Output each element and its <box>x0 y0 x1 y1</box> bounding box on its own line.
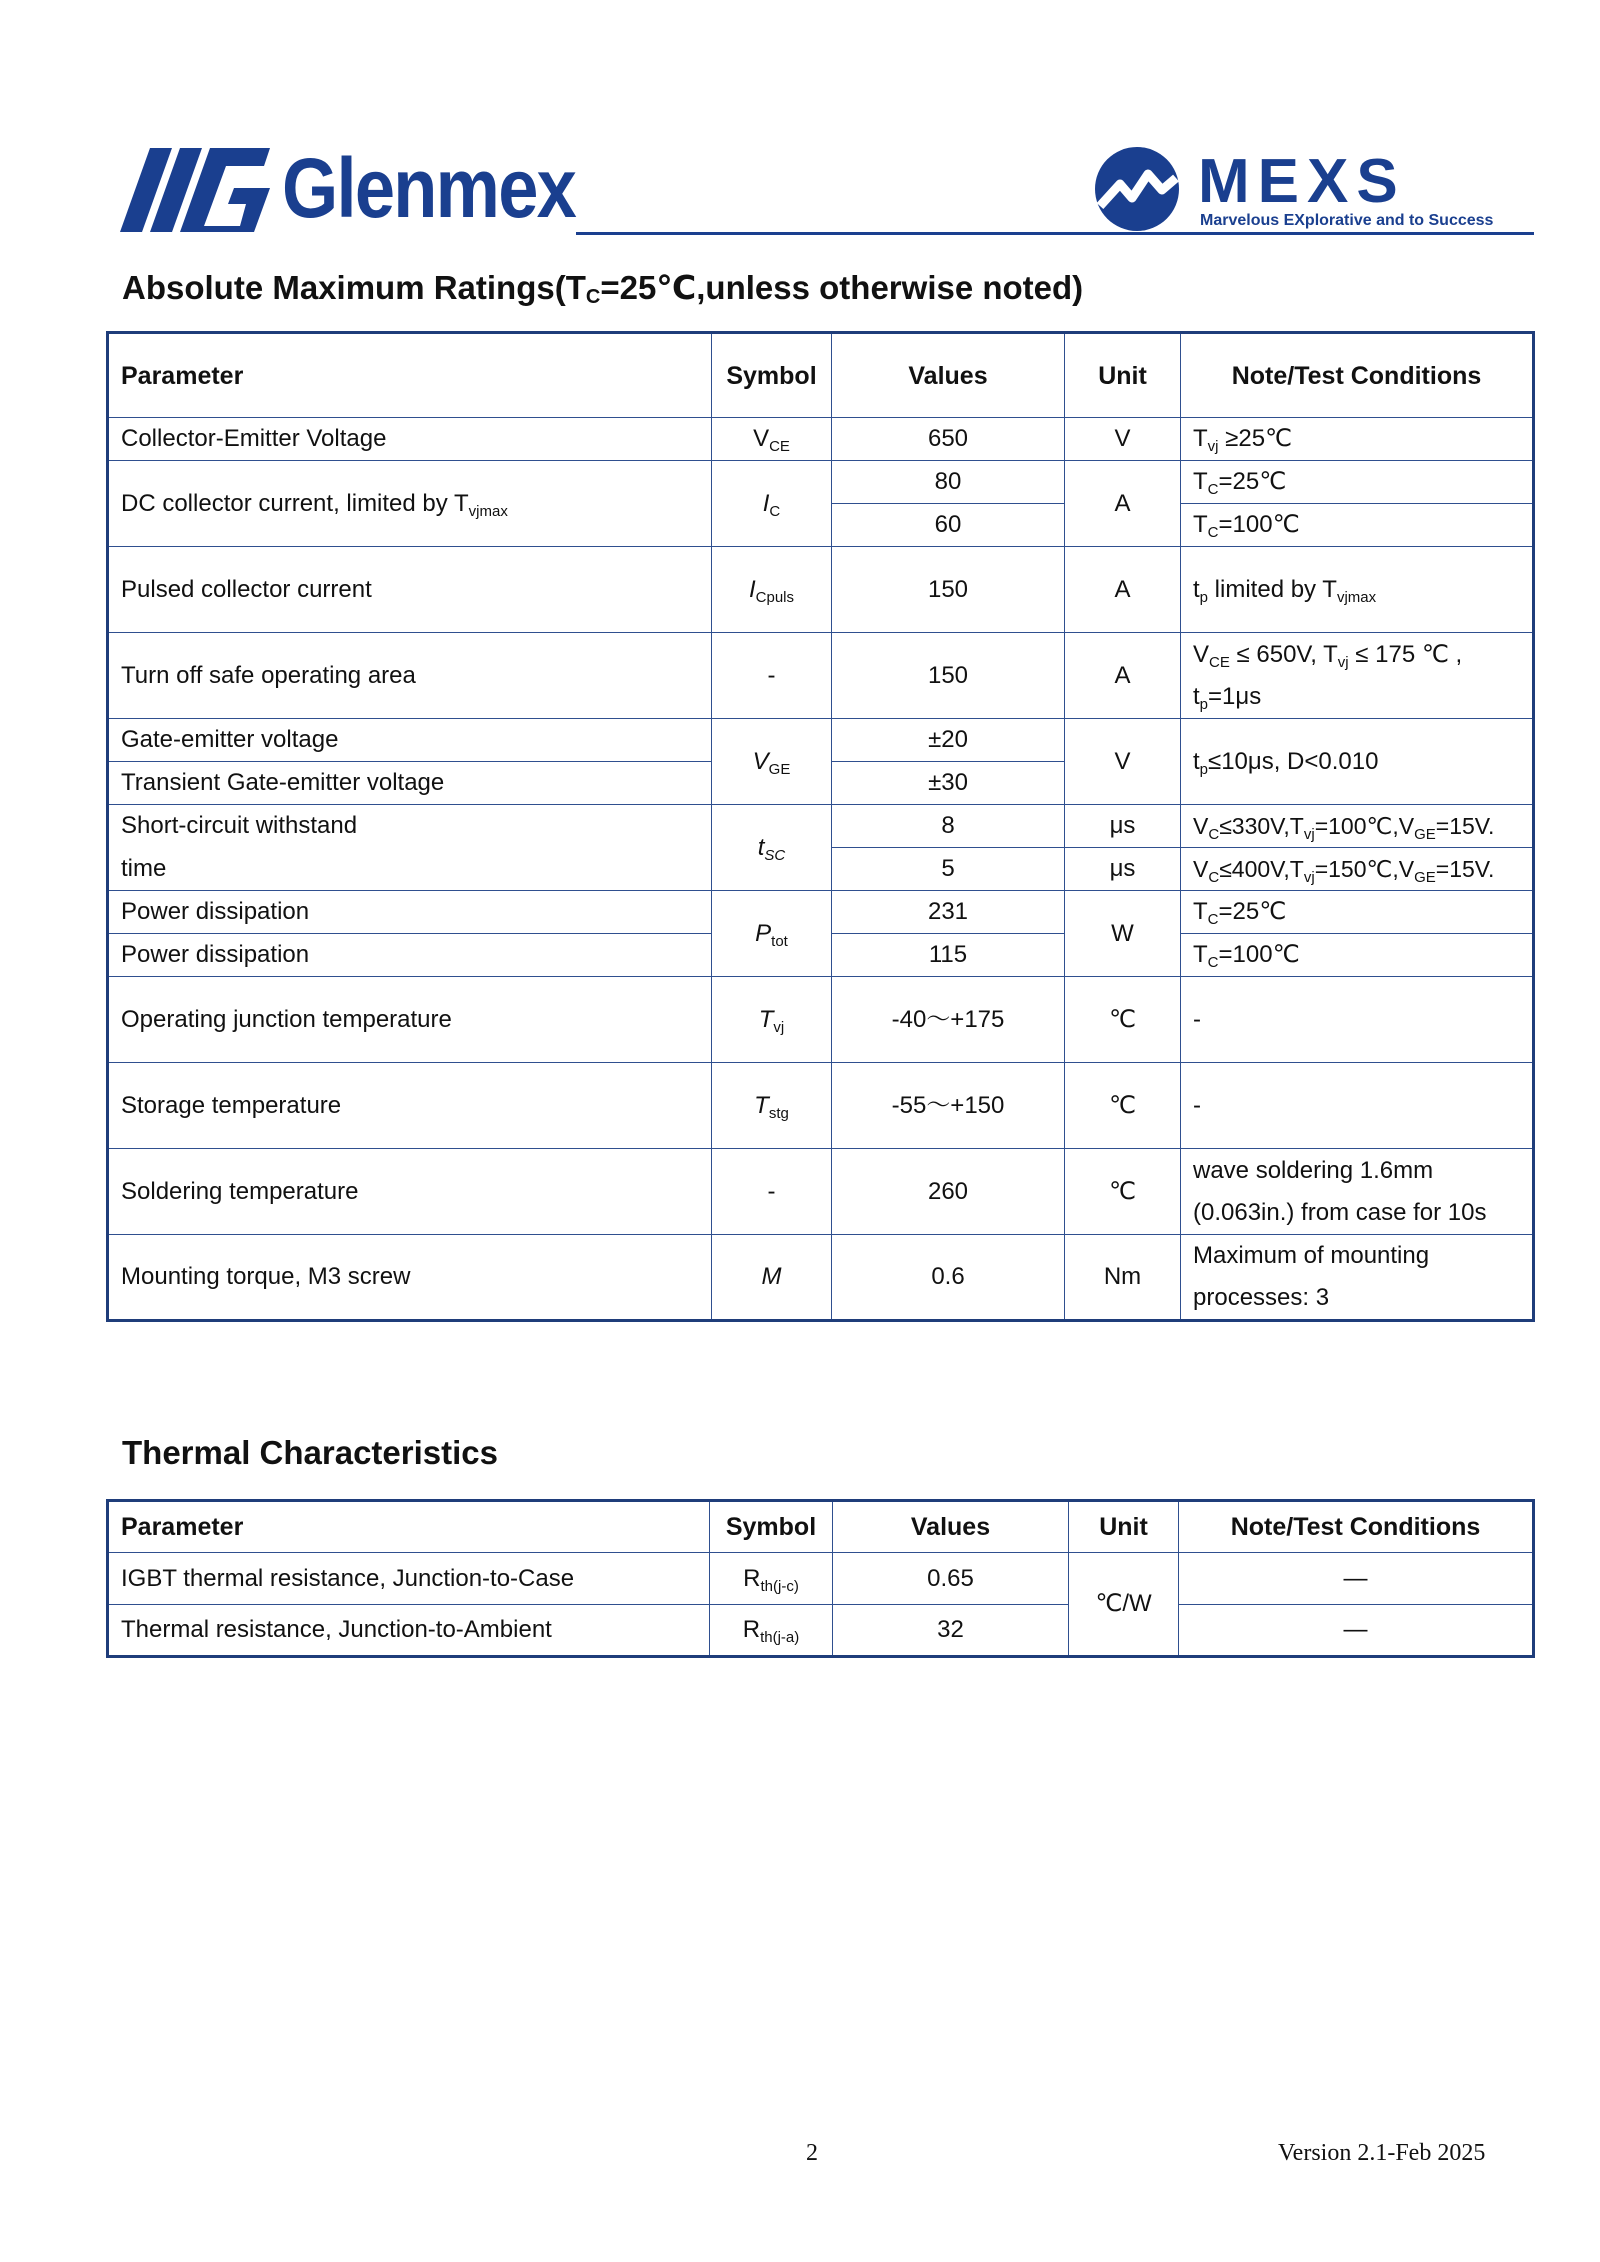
param-cell: Gate-emitter voltage <box>108 719 712 762</box>
note-cell: $T_C=100℃$ <box>1181 934 1534 977</box>
value-cell: 115 <box>832 934 1065 977</box>
note-cell: $T_C=25℃$ <box>1181 891 1534 934</box>
table-row <box>108 418 1534 461</box>
mexs-brand-name: MEXS <box>1198 147 1406 216</box>
header-values: Values <box>832 333 1065 418</box>
table-row <box>108 891 1534 934</box>
value-cell: 260 <box>832 1149 1065 1235</box>
note-cell: Maximum of mounting processes: 3 <box>1181 1235 1534 1321</box>
thermal-characteristics-table <box>106 1499 1535 1658</box>
symbol-cell: $t_{SC}$ <box>712 805 832 891</box>
note-cell: $V_{CE} \le 650V$, $T_{vj} \le 175$ ℃ , $t_p=1\mu s$ <box>1181 633 1534 719</box>
note-cell: $T_{vj}$ ≥25℃ <box>1181 418 1534 461</box>
value-cell: 231 <box>832 891 1065 934</box>
table-row <box>108 547 1534 633</box>
table-row <box>108 461 1534 504</box>
value-cell: ±30 <box>832 762 1065 805</box>
value-cell: 0.65 <box>833 1553 1069 1605</box>
note-cell: $t_p\le 10\mu s$, D<0.010 <box>1181 719 1534 805</box>
unit-cell: W <box>1065 891 1181 977</box>
symbol-cell: - <box>712 1149 832 1235</box>
note-cell: $V_C\le 330V,T_{vj}=100℃,V_{GE}=15V$. <box>1181 805 1534 848</box>
unit-cell: μs <box>1065 848 1181 891</box>
mexs-tagline: Marvelous EXplorative and to Success <box>1200 212 1494 229</box>
table-row <box>108 719 1534 762</box>
param-cell: Collector-Emitter Voltage <box>108 418 712 461</box>
table-header-row <box>108 333 1534 418</box>
unit-cell: μs <box>1065 805 1181 848</box>
header-symbol: Symbol <box>710 1501 833 1553</box>
unit-cell: ℃ <box>1065 977 1181 1063</box>
amr-section-title: Absolute Maximum $Ratings(T_C=25℃,unless$ otherwise noted) <box>122 269 1084 308</box>
unit-cell: V <box>1065 719 1181 805</box>
unit-cell: A <box>1065 633 1181 719</box>
unit-cell: A <box>1065 461 1181 547</box>
unit-cell: ℃/W <box>1069 1553 1179 1657</box>
table-row <box>108 633 1534 719</box>
symbol-cell: $R_{th(j-c)}$ <box>710 1553 833 1605</box>
value-cell: -55～+150 <box>832 1063 1065 1149</box>
value-cell: -40～+175 <box>832 977 1065 1063</box>
value-cell: 32 <box>833 1605 1069 1657</box>
param-cell: IGBT thermal resistance, Junction-to-Case <box>108 1553 710 1605</box>
value-cell: 5 <box>832 848 1065 891</box>
header-values: Values <box>833 1501 1069 1553</box>
table-header-row <box>108 1501 1534 1553</box>
note-cell: - <box>1181 1063 1534 1149</box>
header-symbol: Symbol <box>712 333 832 418</box>
table-row <box>108 1605 1534 1657</box>
version-label: Version 2.1-Feb 2025 <box>1278 2140 1486 2166</box>
value-cell: 650 <box>832 418 1065 461</box>
param-cell: time <box>108 848 712 891</box>
header-note: Note/Test Conditions <box>1179 1501 1534 1553</box>
header-note: Note/Test Conditions <box>1181 333 1534 418</box>
header-parameter: Parameter <box>108 1501 710 1553</box>
table-row <box>108 805 1534 848</box>
symbol-cell: $P_{tot}$ <box>712 891 832 977</box>
param-cell: Operating junction temperature <box>108 977 712 1063</box>
table-row <box>108 1553 1534 1605</box>
unit-cell: V <box>1065 418 1181 461</box>
header-unit: Unit <box>1069 1501 1179 1553</box>
symbol-cell: $R_{th(j-a)}$ <box>710 1605 833 1657</box>
note-cell: wave soldering 1.6mm (0.063in.) from case for 10s <box>1181 1149 1534 1235</box>
value-cell: 60 <box>832 504 1065 547</box>
symbol-cell: $T_{stg}$ <box>712 1063 832 1149</box>
table-row <box>108 1063 1534 1149</box>
note-cell: $V_C\le 400V,T_{vj}=150℃,V_{GE}=15V$. <box>1181 848 1534 891</box>
symbol-cell: $I_C$ <box>712 461 832 547</box>
param-cell: Transient Gate-emitter voltage <box>108 762 712 805</box>
note-cell: $t_p$ limited by $T_{vjmax}$ <box>1181 547 1534 633</box>
symbol-cell: $V_{CE}$ <box>712 418 832 461</box>
param-cell: Power dissipation <box>108 934 712 977</box>
page-number: 2 <box>806 2140 818 2166</box>
value-cell: ±20 <box>832 719 1065 762</box>
unit-cell: A <box>1065 547 1181 633</box>
symbol-cell: - <box>712 633 832 719</box>
header-parameter: Parameter <box>108 333 712 418</box>
note-cell: — <box>1179 1605 1534 1657</box>
param-cell: Short-circuit withstand <box>108 805 712 848</box>
note-cell: $T_C=25℃$ <box>1181 461 1534 504</box>
table-row <box>108 1149 1534 1235</box>
symbol-cell: $V_{GE}$ <box>712 719 832 805</box>
param-cell: DC collector current, limited by $T_{vjmax}$ <box>108 461 712 547</box>
param-cell: Storage temperature <box>108 1063 712 1149</box>
value-cell: 8 <box>832 805 1065 848</box>
symbol-cell: $T_{vj}$ <box>712 977 832 1063</box>
thermal-section-title: Thermal Characteristics <box>122 1434 499 1471</box>
param-cell: Pulsed collector current <box>108 547 712 633</box>
note-cell: - <box>1181 977 1534 1063</box>
unit-cell: ℃ <box>1065 1063 1181 1149</box>
value-cell: 80 <box>832 461 1065 504</box>
note-cell: — <box>1179 1553 1534 1605</box>
param-cell: Soldering temperature <box>108 1149 712 1235</box>
absolute-maximum-ratings-table <box>106 331 1535 1322</box>
param-cell: Power dissipation <box>108 891 712 934</box>
glenmex-brand-name: Glenmex <box>282 141 576 235</box>
param-cell: Mounting torque, M3 screw <box>108 1235 712 1321</box>
symbol-cell: M <box>712 1235 832 1321</box>
value-cell: 150 <box>832 633 1065 719</box>
param-cell: Turn off safe operating area <box>108 633 712 719</box>
unit-cell: Nm <box>1065 1235 1181 1321</box>
note-cell: $T_C=100℃$ <box>1181 504 1534 547</box>
table-row <box>108 1235 1534 1321</box>
header-unit: Unit <box>1065 333 1181 418</box>
param-cell: Thermal resistance, Junction-to-Ambient <box>108 1605 710 1657</box>
value-cell: 0.6 <box>832 1235 1065 1321</box>
value-cell: 150 <box>832 547 1065 633</box>
table-row <box>108 977 1534 1063</box>
unit-cell: ℃ <box>1065 1149 1181 1235</box>
symbol-cell: $I_{Cpuls}$ <box>712 547 832 633</box>
